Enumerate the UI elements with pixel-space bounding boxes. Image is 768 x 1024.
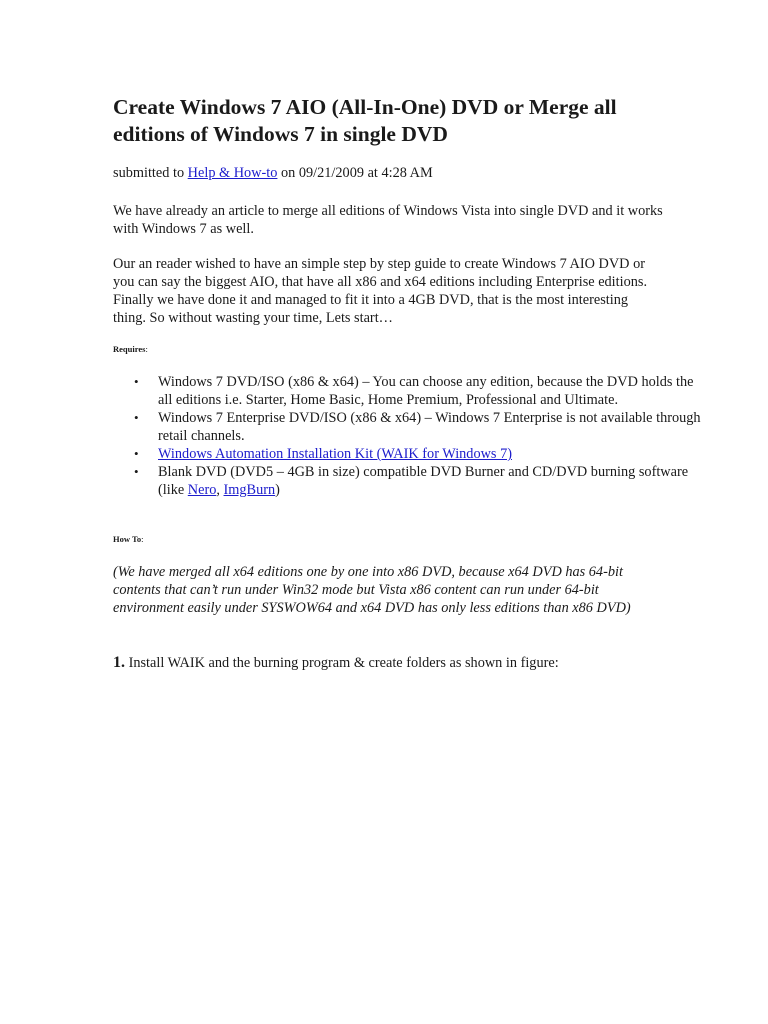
list-item: [134, 445, 703, 463]
step-1: [113, 654, 559, 672]
step-number: 1.: [113, 654, 125, 671]
howto-heading-text: How To: [113, 534, 142, 544]
category-link[interactable]: Help & How-to: [187, 165, 278, 181]
reader-paragraph: Our an reader wished to have an simple step by step guide to create Windows 7 AIO DVD or you can say the biggest AIO, that have all x86 and x64 editions including Enterprise editions. Finally we have done it and managed to fit it into a 4GB DVD, that is the most interesting thing. So without wasting your time, Lets start…: [113, 256, 648, 326]
link-separator: ,: [216, 482, 224, 498]
bullet-icon: •: [134, 464, 139, 479]
bullet-icon: •: [134, 446, 139, 461]
article-meta: [113, 164, 433, 182]
requires-heading: [113, 344, 148, 355]
imgburn-link[interactable]: ImgBurn: [223, 482, 276, 498]
bullet-icon: •: [134, 374, 139, 389]
nero-link[interactable]: Nero: [187, 482, 217, 498]
list-item-suffix: ): [275, 482, 280, 498]
howto-heading: [113, 534, 144, 545]
list-item-text: Windows 7 DVD/ISO (x86 & x64) – You can choose any edition, because the DVD holds the all editions i.e. Starter, Home Basic, Home Premium, Professional and Ultimate.: [158, 374, 694, 408]
list-item: [134, 373, 703, 409]
requires-colon: :: [145, 344, 148, 354]
meta-prefix: submitted to: [113, 165, 188, 181]
article-title: Create Windows 7 AIO (All-In-One) DVD or Merge all editions of Windows 7 in single DVD: [113, 95, 617, 146]
waik-link[interactable]: Windows Automation Installation Kit (WAIK for Windows 7): [158, 446, 512, 462]
meta-date: on 09/21/2009 at 4:28 AM: [277, 165, 433, 181]
list-item: [134, 463, 703, 499]
list-item-text: Windows 7 Enterprise DVD/ISO (x86 & x64) – Windows 7 Enterprise is not available through retail channels.: [158, 410, 701, 444]
intro-paragraph: We have already an article to merge all editions of Windows Vista into single DVD and it works with Windows 7 as well.: [113, 203, 663, 237]
requirements-list: [113, 373, 703, 499]
list-item-text: Blank DVD (DVD5 – 4GB in size) compatible DVD Burner and CD/DVD burning software (like: [158, 464, 689, 498]
bullet-icon: •: [134, 410, 139, 425]
step-text: Install WAIK and the burning program & create folders as shown in figure:: [125, 655, 559, 671]
requires-heading-text: Requires: [113, 344, 146, 354]
howto-colon: :: [141, 534, 144, 544]
list-item: [134, 409, 703, 445]
howto-note: (We have merged all x64 editions one by one into x86 DVD, because x64 DVD has 64-bit contents that can’t run under Win32 mode but Vista x86 content can run under 64-bit environment easily under SYSWOW64 and x64 DVD has only less editions than x86 DVD): [113, 564, 631, 616]
